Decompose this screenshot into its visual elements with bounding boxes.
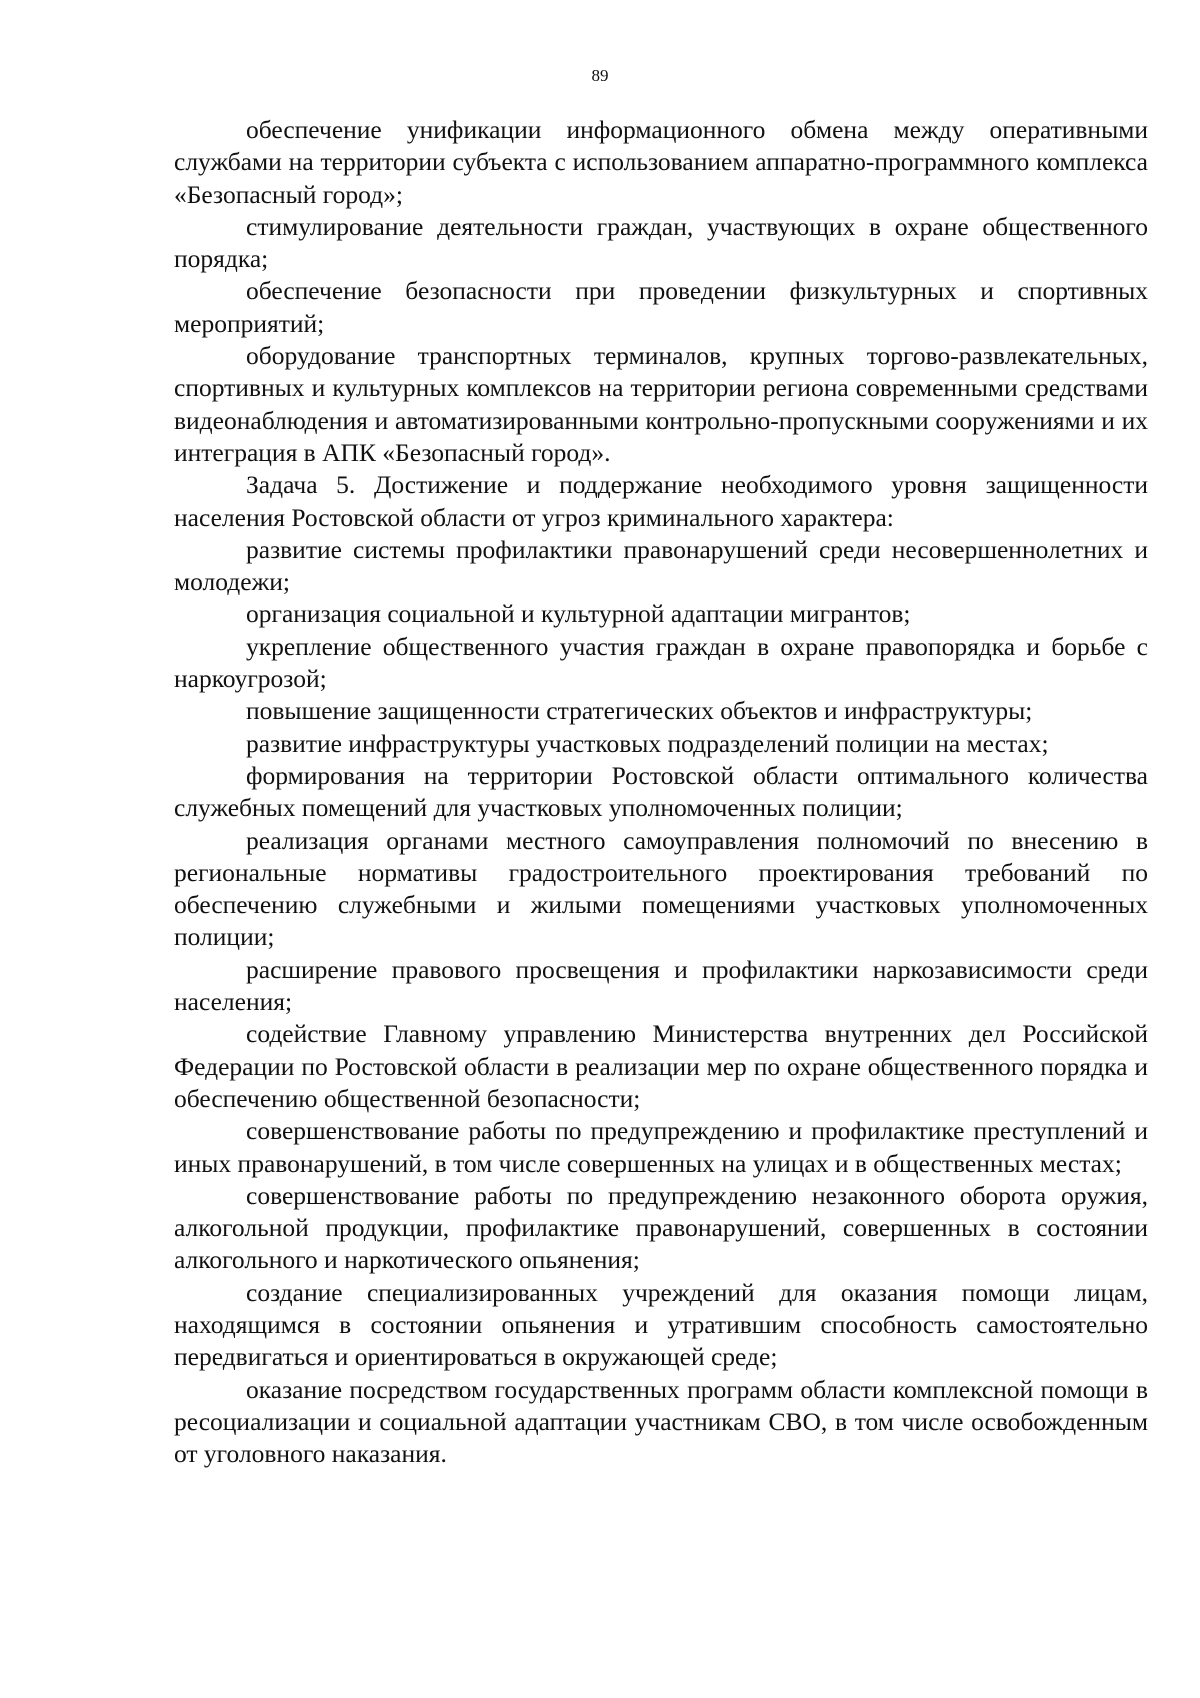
paragraph: содействие Главному управлению Министерства внутренних дел Российской Федерации по Ростовской области в реализации мер по охране общественного порядка и обеспечению общественной безопасности; — [174, 1019, 1148, 1113]
paragraph: развитие инфраструктуры участковых подразделений полиции на местах; — [246, 728, 1049, 758]
paragraph: обеспечение безопасности при проведении физкультурных и спортивных мероприятий; — [174, 276, 1148, 338]
paragraph: реализация органами местного самоуправления полномочий по внесению в региональные нормативы градостроительного проектирования требований по обеспечению служебными и жилыми помещениями участковых уполномоченных полиции; — [174, 825, 1148, 952]
paragraph: совершенствование работы по предупреждению и профилактике преступлений и иных правонарушений, в том числе совершенных на улицах и в общественных местах; — [174, 1116, 1148, 1178]
paragraph: расширение правового просвещения и профилактики наркозависимости среди населения; — [174, 954, 1148, 1017]
paragraph: создание специализированных учреждений для оказания помощи лицам, находящимся в состоянии опьянения и утратившим способность самостоятельно передвигаться и ориентироваться в окружающей среде; — [174, 1277, 1148, 1372]
paragraph: формирования на территории Ростовской области оптимального количества служебных помещений для участковых уполномоченных полиции; — [174, 760, 1148, 823]
page-number: 89 — [591, 66, 609, 85]
task-heading-paragraph: Задача 5. Достижение и поддержание необходимого уровня защищенности населения Ростовской области от угроз криминального характера: — [174, 470, 1148, 532]
document-body — [174, 114, 1148, 1470]
paragraph: оборудование транспортных терминалов, крупных торгово-развлекательных, спортивных и культурных комплексов на территории региона современными средствами видеонаблюдения и автоматизированными контрольно-пропускными сооружениями и их интеграция в АПК «Безопасный город». — [174, 341, 1148, 467]
paragraph: оказание посредством государственных программ области комплексной помощи в ресоциализации и социальной адаптации участникам СВО, в том числе освобожденным от уголовного наказания. — [174, 1374, 1148, 1469]
paragraph: совершенствование работы по предупреждению незаконного оборота оружия, алкогольной продукции, профилактике правонарушений, совершенных в состоянии алкогольного и наркотического опьянения; — [174, 1180, 1148, 1275]
paragraph: организация социальной и культурной адаптации мигрантов; — [246, 599, 911, 629]
paragraph: обеспечение унификации информационного обмена между оперативными службами на территории субъекта с использованием аппаратно-программного комплекса «Безопасный город»; — [174, 115, 1148, 209]
paragraph: развитие системы профилактики правонарушений среди несовершеннолетних и молодежи; — [174, 534, 1148, 597]
paragraph: повышение защищенности стратегических объектов и инфраструктуры; — [246, 696, 1033, 726]
paragraph: укрепление общественного участия граждан в охране правопорядка и борьбе с наркоугрозой; — [174, 631, 1148, 694]
paragraph: стимулирование деятельности граждан, участвующих в охране общественного порядка; — [174, 211, 1148, 274]
